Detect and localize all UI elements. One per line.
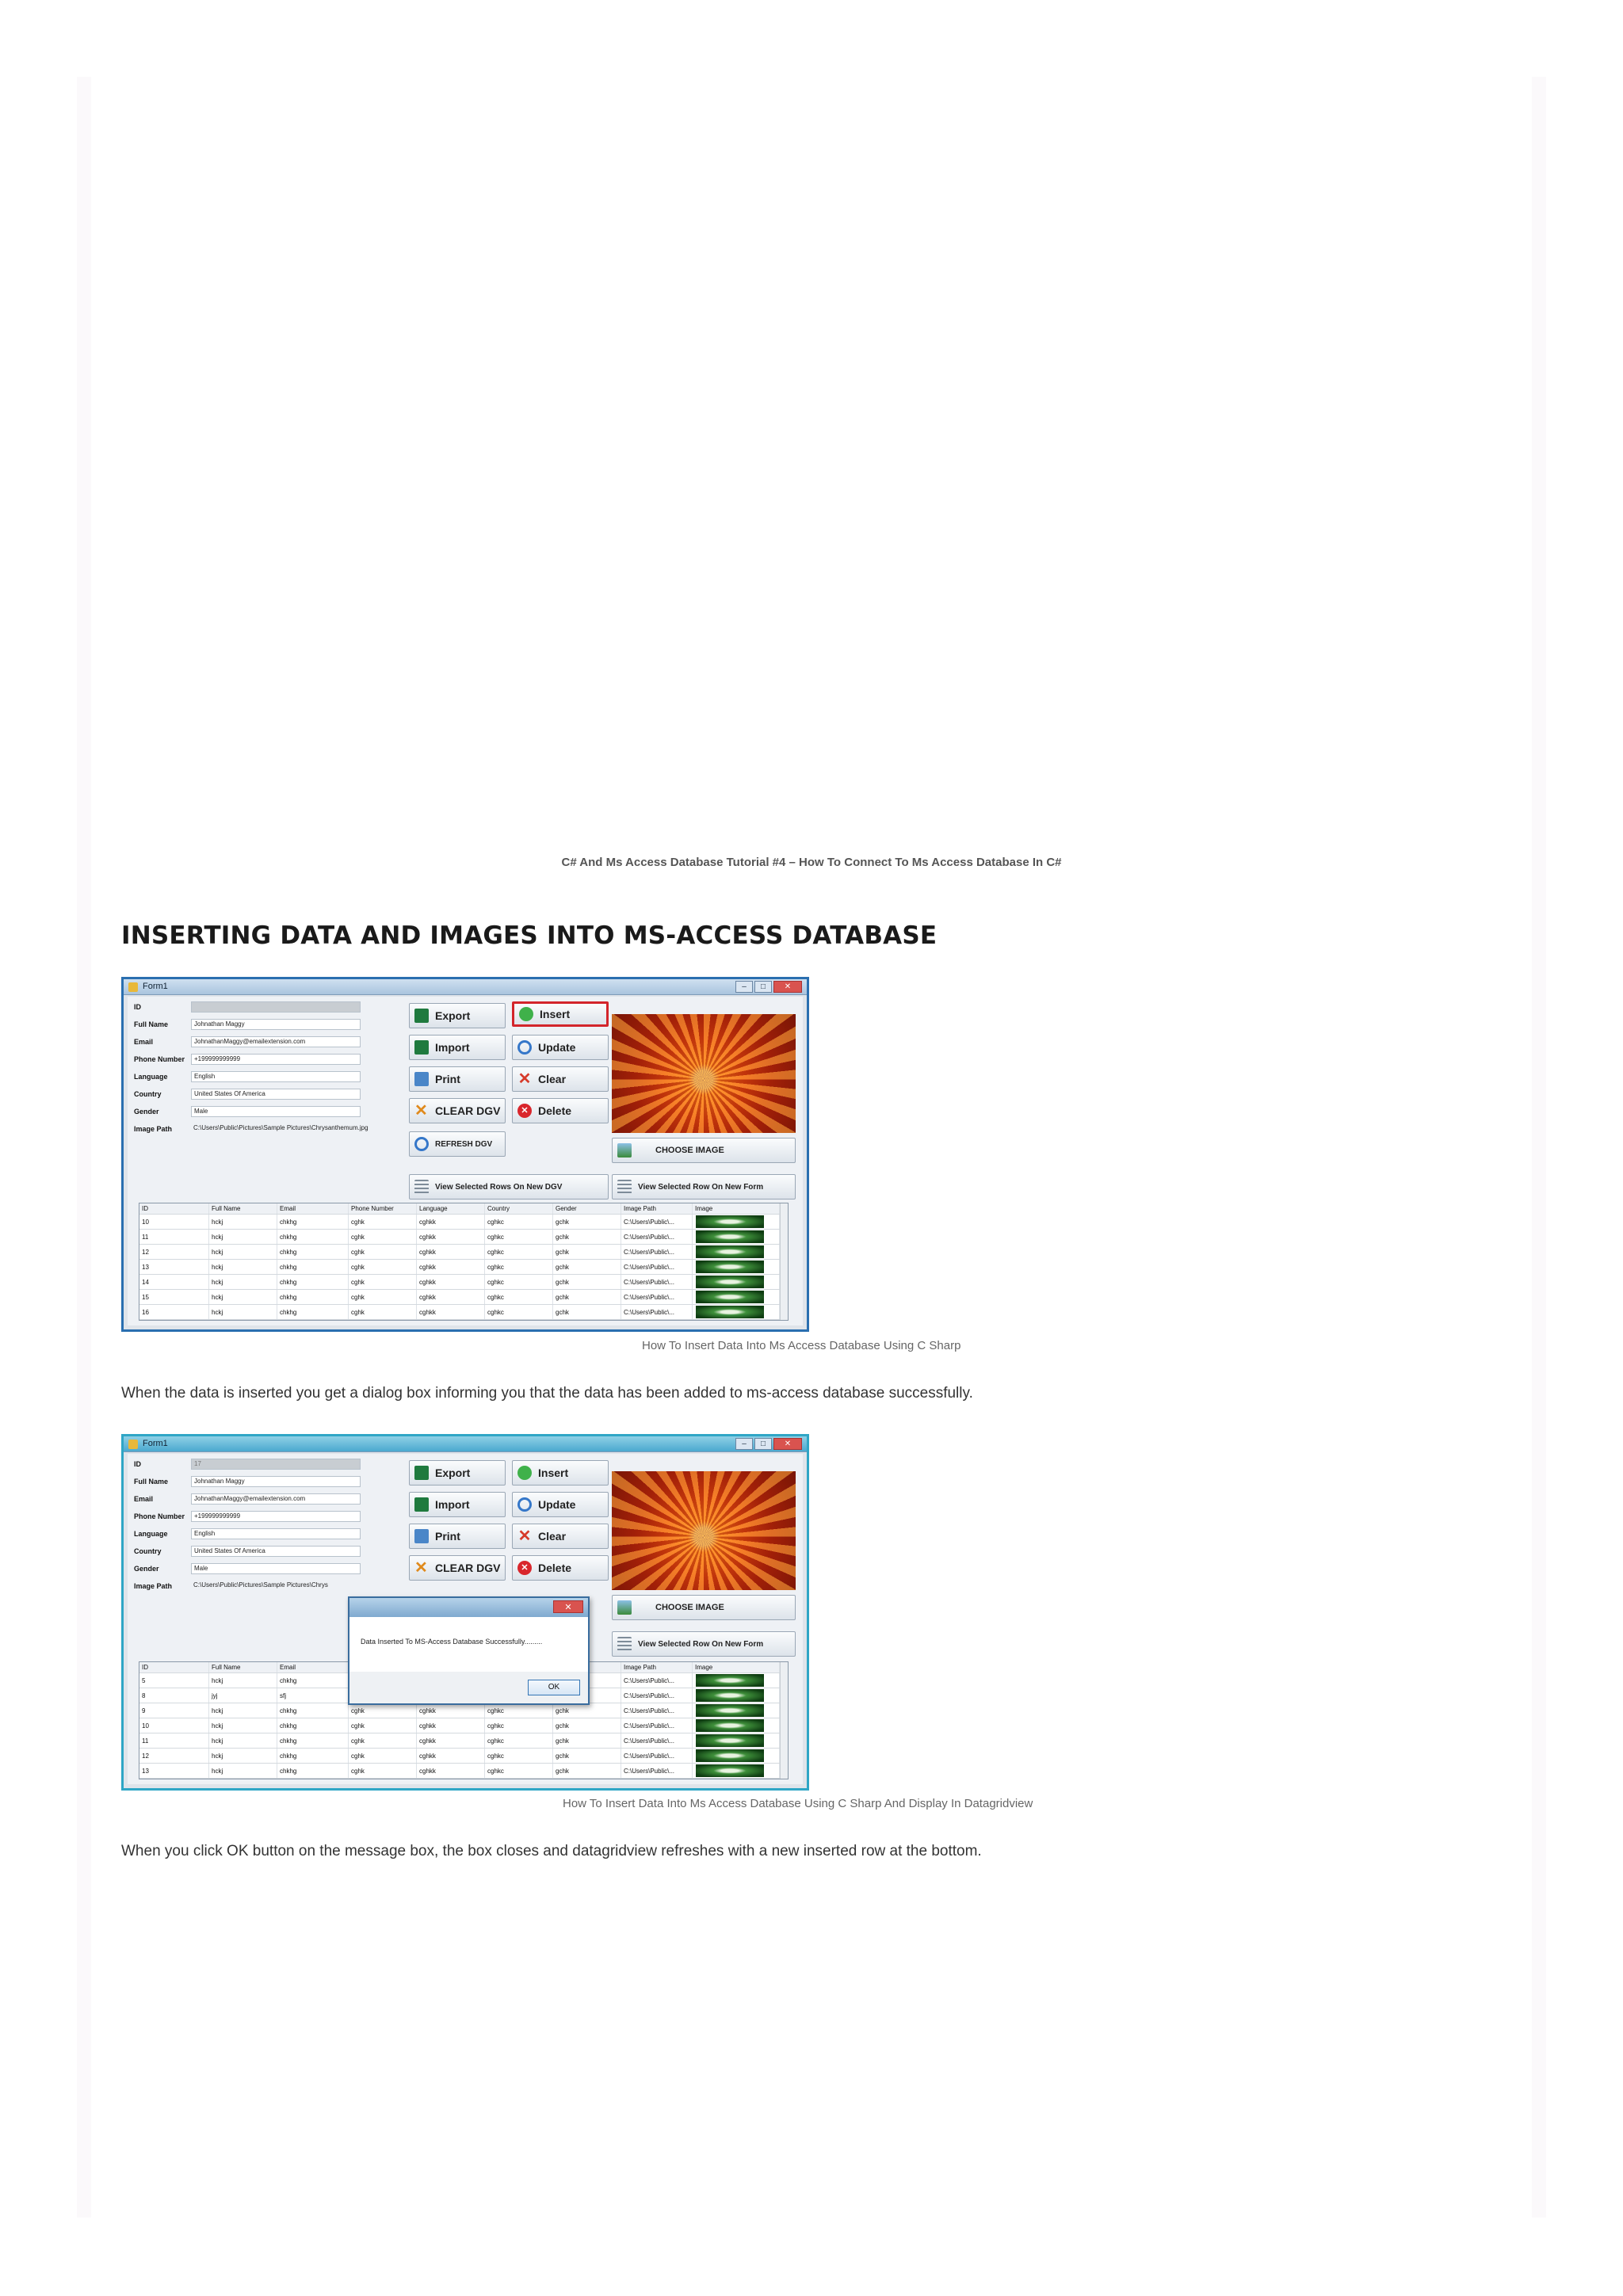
table-cell-image <box>693 1290 780 1304</box>
plus-circle-icon <box>517 1466 532 1480</box>
printer-icon <box>414 1072 429 1086</box>
screenshot-form-insert <box>121 977 809 1332</box>
flower-thumbnail <box>696 1704 764 1717</box>
email-label: Email <box>134 1038 154 1046</box>
table-cell: C:\Users\Public\... <box>621 1733 693 1748</box>
flower-thumbnail <box>696 1245 764 1258</box>
insert-button[interactable]: Insert <box>512 1460 609 1486</box>
window-title: Form1 <box>143 1439 168 1448</box>
table-cell: chkhg <box>277 1230 349 1244</box>
table-cell: cghkc <box>485 1215 553 1229</box>
country-label: Country <box>134 1090 162 1098</box>
table-cell: cghkc <box>485 1260 553 1274</box>
fullname-field[interactable]: Johnathan Maggy <box>191 1019 361 1030</box>
minimize-button[interactable]: – <box>735 981 753 993</box>
table-cell: chkhg <box>277 1733 349 1748</box>
table-cell: cghkc <box>485 1703 553 1718</box>
id-field[interactable] <box>191 1001 361 1013</box>
plus-circle-icon <box>519 1007 533 1021</box>
export-button[interactable]: Export <box>409 1460 506 1486</box>
grid-header-cell[interactable]: Language <box>417 1203 485 1214</box>
image-caption-2: How To Insert Data Into Ms Access Database Using C Sharp And Display In Datagridview <box>563 1797 1033 1810</box>
table-cell: gchk <box>553 1230 621 1244</box>
table-cell: gchk <box>553 1718 621 1733</box>
paragraph-dialog-info: When the data is inserted you get a dialog box informing you that the data has been added to ms-access database successfully. <box>121 1385 973 1402</box>
country-label: Country <box>134 1547 162 1555</box>
table-cell: cghkc <box>485 1230 553 1244</box>
imagepath-label: Image Path <box>134 1582 173 1590</box>
grid-header-cell[interactable]: Email <box>277 1662 349 1672</box>
fullname-label: Full Name <box>134 1020 169 1028</box>
id-label: ID <box>134 1003 141 1011</box>
table-cell: 11 <box>139 1733 209 1748</box>
grid-header-row <box>139 1203 788 1215</box>
table-cell: cghk <box>349 1764 417 1778</box>
table-cell: cghkk <box>417 1703 485 1718</box>
table-cell: cghkk <box>417 1718 485 1733</box>
table-cell-image <box>693 1230 780 1244</box>
close-button[interactable]: ✕ <box>773 981 802 993</box>
table-cell-image <box>693 1718 780 1733</box>
data-grid-view[interactable] <box>139 1203 789 1321</box>
table-cell-image <box>693 1305 780 1319</box>
table-cell-image <box>693 1749 780 1763</box>
refresh-icon <box>517 1497 532 1512</box>
table-cell: hckj <box>209 1718 277 1733</box>
table-cell-image <box>693 1245 780 1259</box>
table-cell: chkhg <box>277 1245 349 1259</box>
phone-label: Phone Number <box>134 1512 185 1520</box>
table-cell-image <box>693 1733 780 1748</box>
grid-header-cell[interactable]: Email <box>277 1203 349 1214</box>
choose-image-button[interactable]: CHOOSE IMAGE <box>612 1138 796 1163</box>
imagepath-field[interactable]: C:\Users\Public\Pictures\Sample Pictures\Chrys <box>193 1581 328 1589</box>
table-cell: cghkc <box>485 1275 553 1289</box>
window-titlebar <box>124 1436 807 1452</box>
clear-x-icon: ✕ <box>414 1559 428 1577</box>
table-cell: chkhg <box>277 1764 349 1778</box>
grid-header-cell[interactable]: Phone Number <box>349 1203 417 1214</box>
table-cell: hckj <box>209 1290 277 1304</box>
phone-field[interactable]: +199999999999 <box>191 1511 361 1522</box>
table-cell: gchk <box>553 1275 621 1289</box>
table-cell: 11 <box>139 1230 209 1244</box>
table-cell: 14 <box>139 1275 209 1289</box>
table-cell: gchk <box>553 1305 621 1319</box>
table-cell: C:\Users\Public\... <box>621 1245 693 1259</box>
table-cell: chkhg <box>277 1215 349 1229</box>
delete-button[interactable]: ✕ Delete <box>512 1098 609 1123</box>
phone-label: Phone Number <box>134 1055 185 1063</box>
table-cell: cghk <box>349 1275 417 1289</box>
maximize-button[interactable]: □ <box>754 981 772 993</box>
table-cell: hckj <box>209 1230 277 1244</box>
table-cell: chkhg <box>277 1718 349 1733</box>
delete-button[interactable]: ✕ Delete <box>512 1555 609 1581</box>
table-cell: hckj <box>209 1749 277 1763</box>
language-label: Language <box>134 1530 168 1538</box>
table-cell: sfj <box>277 1688 349 1703</box>
app-icon <box>128 1440 138 1449</box>
table-cell: chkhg <box>277 1290 349 1304</box>
table-cell: C:\Users\Public\... <box>621 1275 693 1289</box>
clear-x-icon: ✕ <box>414 1102 428 1119</box>
table-cell: cghk <box>349 1718 417 1733</box>
chrysanthemum-image <box>612 1471 796 1590</box>
close-button[interactable]: ✕ <box>773 1438 802 1450</box>
list-icon <box>617 1180 632 1194</box>
excel-icon <box>414 1497 429 1512</box>
gender-field[interactable]: Male <box>191 1563 361 1574</box>
gender-label: Gender <box>134 1108 159 1116</box>
table-cell: 10 <box>139 1215 209 1229</box>
form-client <box>128 997 803 1325</box>
table-row[interactable] <box>139 1764 788 1779</box>
table-row[interactable] <box>139 1230 788 1245</box>
table-cell: C:\Users\Public\... <box>621 1305 693 1319</box>
flower-thumbnail <box>696 1276 764 1288</box>
section-heading: INSERTING DATA AND IMAGES INTO MS-ACCESS DATABASE <box>121 921 938 950</box>
minimize-button[interactable]: – <box>735 1438 753 1450</box>
language-field[interactable]: English <box>191 1071 361 1082</box>
table-cell: hckj <box>209 1733 277 1748</box>
picture-icon <box>617 1600 632 1615</box>
table-cell: cghk <box>349 1749 417 1763</box>
import-button[interactable]: Import <box>409 1035 506 1060</box>
delete-icon: ✕ <box>517 1561 532 1575</box>
table-cell: 9 <box>139 1703 209 1718</box>
table-cell: hckj <box>209 1764 277 1778</box>
table-cell: gchk <box>553 1764 621 1778</box>
table-row[interactable] <box>139 1305 788 1320</box>
table-cell: cghkk <box>417 1733 485 1748</box>
list-icon <box>414 1180 429 1194</box>
table-row[interactable] <box>139 1718 788 1733</box>
table-cell: 13 <box>139 1764 209 1778</box>
table-row[interactable] <box>139 1215 788 1230</box>
clear-dgv-button[interactable]: ✕ CLEAR DGV <box>409 1555 506 1581</box>
clear-button[interactable]: ✕ Clear <box>512 1524 609 1549</box>
table-cell: chkhg <box>277 1749 349 1763</box>
flower-thumbnail <box>696 1306 764 1318</box>
table-cell: cghk <box>349 1215 417 1229</box>
flower-thumbnail <box>696 1674 764 1687</box>
table-cell: cghkc <box>485 1749 553 1763</box>
table-cell: C:\Users\Public\... <box>621 1230 693 1244</box>
export-button[interactable]: Export <box>409 1003 506 1028</box>
table-cell: gchk <box>553 1260 621 1274</box>
table-cell: hckj <box>209 1215 277 1229</box>
table-cell: C:\Users\Public\... <box>621 1703 693 1718</box>
screenshot-form-success <box>121 1434 809 1791</box>
table-cell: cghk <box>349 1733 417 1748</box>
table-cell: cghkk <box>417 1215 485 1229</box>
image-caption-1: How To Insert Data Into Ms Access Database Using C Sharp <box>642 1339 961 1352</box>
table-cell: 16 <box>139 1305 209 1319</box>
dialog-footer <box>349 1672 588 1703</box>
flower-thumbnail <box>696 1764 764 1777</box>
table-cell: cghkk <box>417 1305 485 1319</box>
excel-icon <box>414 1040 429 1055</box>
video-caption: C# And Ms Access Database Tutorial #4 – How To Connect To Ms Access Database In C# <box>561 856 1062 869</box>
table-cell: cghk <box>349 1260 417 1274</box>
grid-header-cell[interactable]: Image Path <box>621 1662 693 1672</box>
table-cell: hckj <box>209 1673 277 1688</box>
imagepath-label: Image Path <box>134 1125 173 1133</box>
table-cell: cghkc <box>485 1245 553 1259</box>
view-rows-new-dgv-button[interactable]: View Selected Rows On New DGV <box>409 1174 609 1199</box>
table-cell: gchk <box>553 1733 621 1748</box>
view-row-new-form-button[interactable]: View Selected Row On New Form <box>612 1631 796 1657</box>
grid-header-cell[interactable]: ID <box>139 1662 209 1672</box>
grid-header-cell[interactable]: Image Path <box>621 1203 693 1214</box>
table-cell: hckj <box>209 1260 277 1274</box>
delete-icon: ✕ <box>517 1104 532 1118</box>
table-cell: cghkc <box>485 1305 553 1319</box>
table-cell: hckj <box>209 1245 277 1259</box>
refresh-icon <box>517 1040 532 1055</box>
window-titlebar <box>124 979 807 995</box>
table-row[interactable] <box>139 1703 788 1718</box>
table-cell: chkhg <box>277 1260 349 1274</box>
table-cell: cghk <box>349 1230 417 1244</box>
grid-header-cell[interactable]: Image <box>693 1662 780 1672</box>
table-cell: chkhg <box>277 1305 349 1319</box>
flower-thumbnail <box>696 1689 764 1702</box>
email-label: Email <box>134 1495 154 1503</box>
table-cell-image <box>693 1673 780 1688</box>
table-cell: 10 <box>139 1718 209 1733</box>
print-button[interactable]: Print <box>409 1524 506 1549</box>
table-cell: cghkc <box>485 1764 553 1778</box>
table-cell-image <box>693 1688 780 1703</box>
ok-button[interactable]: OK <box>528 1680 580 1695</box>
table-cell: cghkk <box>417 1290 485 1304</box>
fullname-label: Full Name <box>134 1478 169 1486</box>
update-button[interactable]: Update <box>512 1492 609 1517</box>
gender-label: Gender <box>134 1565 159 1573</box>
grid-header-cell[interactable]: Country <box>485 1203 553 1214</box>
table-row[interactable] <box>139 1733 788 1749</box>
list-icon <box>617 1637 632 1651</box>
table-row[interactable] <box>139 1260 788 1275</box>
table-cell: cghk <box>349 1290 417 1304</box>
table-cell: hckj <box>209 1305 277 1319</box>
table-cell: C:\Users\Public\... <box>621 1673 693 1688</box>
excel-icon <box>414 1466 429 1480</box>
table-cell: gchk <box>553 1749 621 1763</box>
table-cell-image <box>693 1275 780 1289</box>
flower-thumbnail <box>696 1749 764 1762</box>
table-cell: 8 <box>139 1688 209 1703</box>
table-cell: cghkc <box>485 1718 553 1733</box>
country-field[interactable]: United States Of America <box>191 1546 361 1557</box>
language-label: Language <box>134 1073 168 1081</box>
imagepath-field[interactable]: C:\Users\Public\Pictures\Sample Pictures\Chrysanthemum.jpg <box>193 1124 369 1131</box>
id-label: ID <box>134 1460 141 1468</box>
phone-field[interactable]: +199999999999 <box>191 1054 361 1065</box>
update-button[interactable]: Update <box>512 1035 609 1060</box>
table-cell-image <box>693 1764 780 1778</box>
maximize-button[interactable]: □ <box>754 1438 772 1450</box>
id-field[interactable]: 17 <box>191 1459 361 1470</box>
view-row-new-form-button[interactable]: View Selected Row On New Form <box>612 1174 796 1199</box>
table-row[interactable] <box>139 1749 788 1764</box>
refresh-dgv-button[interactable]: REFRESH DGV <box>409 1131 506 1157</box>
table-row[interactable] <box>139 1275 788 1290</box>
flower-thumbnail <box>696 1215 764 1228</box>
table-cell: C:\Users\Public\... <box>621 1764 693 1778</box>
vertical-scrollbar[interactable] <box>780 1662 788 1779</box>
clear-x-icon: ✕ <box>517 1527 532 1545</box>
table-cell: cghkc <box>485 1733 553 1748</box>
flower-thumbnail <box>696 1291 764 1303</box>
table-cell: hckj <box>209 1275 277 1289</box>
email-field[interactable]: JohnathanMaggy@emailextension.com <box>191 1036 361 1047</box>
grid-header-cell[interactable]: ID <box>139 1203 209 1214</box>
table-cell: cghk <box>349 1703 417 1718</box>
table-cell: C:\Users\Public\... <box>621 1215 693 1229</box>
table-cell: cghkc <box>485 1290 553 1304</box>
table-cell: 12 <box>139 1245 209 1259</box>
insert-button[interactable]: Insert <box>512 1001 609 1027</box>
vertical-scrollbar[interactable] <box>780 1203 788 1320</box>
table-row[interactable] <box>139 1290 788 1305</box>
table-cell: 5 <box>139 1673 209 1688</box>
chrysanthemum-image <box>612 1014 796 1133</box>
flower-thumbnail <box>696 1230 764 1243</box>
window-title: Form1 <box>143 982 168 991</box>
grid-header-cell[interactable]: Gender <box>553 1203 621 1214</box>
table-cell: gchk <box>553 1290 621 1304</box>
table-cell: 13 <box>139 1260 209 1274</box>
grid-header-cell[interactable]: Image <box>693 1203 780 1214</box>
email-field[interactable]: JohnathanMaggy@emailextension.com <box>191 1493 361 1505</box>
dialog-close-button[interactable]: ✕ <box>553 1600 583 1613</box>
clear-button[interactable]: ✕ Clear <box>512 1066 609 1092</box>
table-cell: C:\Users\Public\... <box>621 1749 693 1763</box>
table-cell-image <box>693 1260 780 1274</box>
table-cell: cghkk <box>417 1764 485 1778</box>
table-cell: gchk <box>553 1245 621 1259</box>
refresh-icon <box>414 1137 429 1151</box>
flower-thumbnail <box>696 1261 764 1273</box>
table-cell: jyj <box>209 1688 277 1703</box>
table-cell: 15 <box>139 1290 209 1304</box>
print-button[interactable]: Print <box>409 1066 506 1092</box>
flower-thumbnail <box>696 1719 764 1732</box>
clear-x-icon: ✕ <box>517 1070 532 1088</box>
table-cell: C:\Users\Public\... <box>621 1688 693 1703</box>
table-cell: chkhg <box>277 1673 349 1688</box>
grid-header-cell[interactable]: Full Name <box>209 1203 277 1214</box>
table-cell-image <box>693 1703 780 1718</box>
picture-icon <box>617 1143 632 1158</box>
table-cell: cghkk <box>417 1275 485 1289</box>
table-cell: C:\Users\Public\... <box>621 1718 693 1733</box>
choose-image-button[interactable]: CHOOSE IMAGE <box>612 1595 796 1620</box>
paragraph-ok-info: When you click OK button on the message box, the box closes and datagridview refreshes with a new inserted row at the bottom. <box>121 1843 982 1859</box>
country-field[interactable]: United States Of America <box>191 1089 361 1100</box>
dialog-message: Data Inserted To MS-Access Database Successfully......... <box>361 1638 543 1646</box>
clear-dgv-button[interactable]: ✕ CLEAR DGV <box>409 1098 506 1123</box>
app-icon <box>128 982 138 992</box>
table-cell-image <box>693 1215 780 1229</box>
printer-icon <box>414 1529 429 1543</box>
table-cell: cghkk <box>417 1245 485 1259</box>
table-cell: gchk <box>553 1215 621 1229</box>
dialog-titlebar <box>349 1598 588 1617</box>
gender-field[interactable]: Male <box>191 1106 361 1117</box>
table-cell: chkhg <box>277 1275 349 1289</box>
table-cell: 12 <box>139 1749 209 1763</box>
message-dialog <box>348 1596 590 1705</box>
table-cell: hckj <box>209 1703 277 1718</box>
table-cell: cghkk <box>417 1230 485 1244</box>
language-field[interactable]: English <box>191 1528 361 1539</box>
excel-icon <box>414 1009 429 1023</box>
table-cell: gchk <box>553 1703 621 1718</box>
table-cell: C:\Users\Public\... <box>621 1260 693 1274</box>
import-button[interactable]: Import <box>409 1492 506 1517</box>
table-cell: cghk <box>349 1305 417 1319</box>
grid-header-cell[interactable]: Full Name <box>209 1662 277 1672</box>
form-client <box>128 1454 803 1784</box>
fullname-field[interactable]: Johnathan Maggy <box>191 1476 361 1487</box>
table-cell: cghkk <box>417 1260 485 1274</box>
table-cell: cghkk <box>417 1749 485 1763</box>
table-cell: cghk <box>349 1245 417 1259</box>
table-cell: chkhg <box>277 1703 349 1718</box>
table-row[interactable] <box>139 1245 788 1260</box>
flower-thumbnail <box>696 1734 764 1747</box>
table-cell: C:\Users\Public\... <box>621 1290 693 1304</box>
